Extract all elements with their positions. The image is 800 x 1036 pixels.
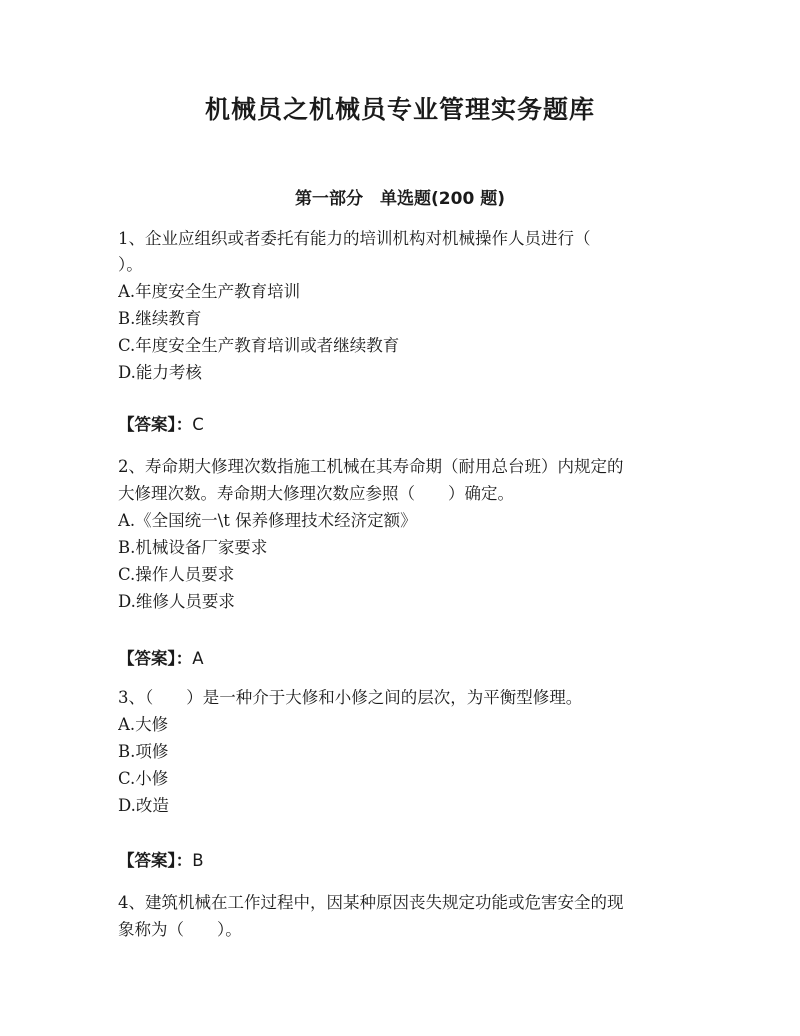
answer-label: 【答案】： [118, 851, 193, 870]
question-3-answer [118, 849, 688, 873]
question-2-stem: 2、寿命期大修理次数指施工机械在其寿命期（耐用总台班）内规定的 [118, 457, 624, 476]
question-2-option-a: A.《全国统一\t 保养修理技术经济定额》 [118, 511, 417, 530]
question-1-stem-cont: ）。 [118, 255, 143, 274]
section-title: 第一部分 单选题(200 题) [295, 189, 505, 209]
question-3-option-b: B.项修 [118, 742, 169, 761]
question-2-answer [118, 647, 688, 671]
question-1-answer [118, 413, 688, 437]
question-3-option-a: A.大修 [118, 715, 169, 734]
question-3-option-d: D.改造 [118, 796, 169, 815]
question-3-option-c: C.小修 [118, 769, 169, 788]
document-title: 机械员之机械员专业管理实务题库 [204, 95, 595, 124]
question-3-stem: 3、（ ）是一种介于大修和小修之间的层次，为平衡型修理。 [118, 688, 583, 707]
question-2-option-d: D.维修人员要求 [118, 592, 235, 611]
question-2-option-b: B.机械设备厂家要求 [118, 538, 268, 557]
answer-label: 【答案】： [118, 415, 193, 434]
question-1-option-c: C.年度安全生产教育培训或者继续教育 [118, 336, 400, 355]
question-1-option-a: A.年度安全生产教育培训 [118, 282, 301, 301]
question-1-option-d: D.能力考核 [118, 363, 202, 382]
answer-value: A [192, 649, 204, 668]
question-4-stem-cont: 象称为（ ）。 [118, 920, 242, 939]
question-2-option-c: C.操作人员要求 [118, 565, 235, 584]
question-1-option-b: B.继续教育 [118, 309, 202, 328]
question-4-stem: 4、建筑机械在工作过程中，因某种原因丧失规定功能或危害安全的现 [118, 893, 624, 912]
answer-value: C [192, 415, 204, 434]
question-1-stem: 1、企业应组织或者委托有能力的培训机构对机械操作人员进行（ [118, 229, 591, 248]
question-2-stem-cont: 大修理次数。寿命期大修理次数应参照（ ）确定。 [118, 484, 514, 503]
answer-value: B [192, 851, 204, 870]
answer-label: 【答案】： [118, 649, 193, 668]
